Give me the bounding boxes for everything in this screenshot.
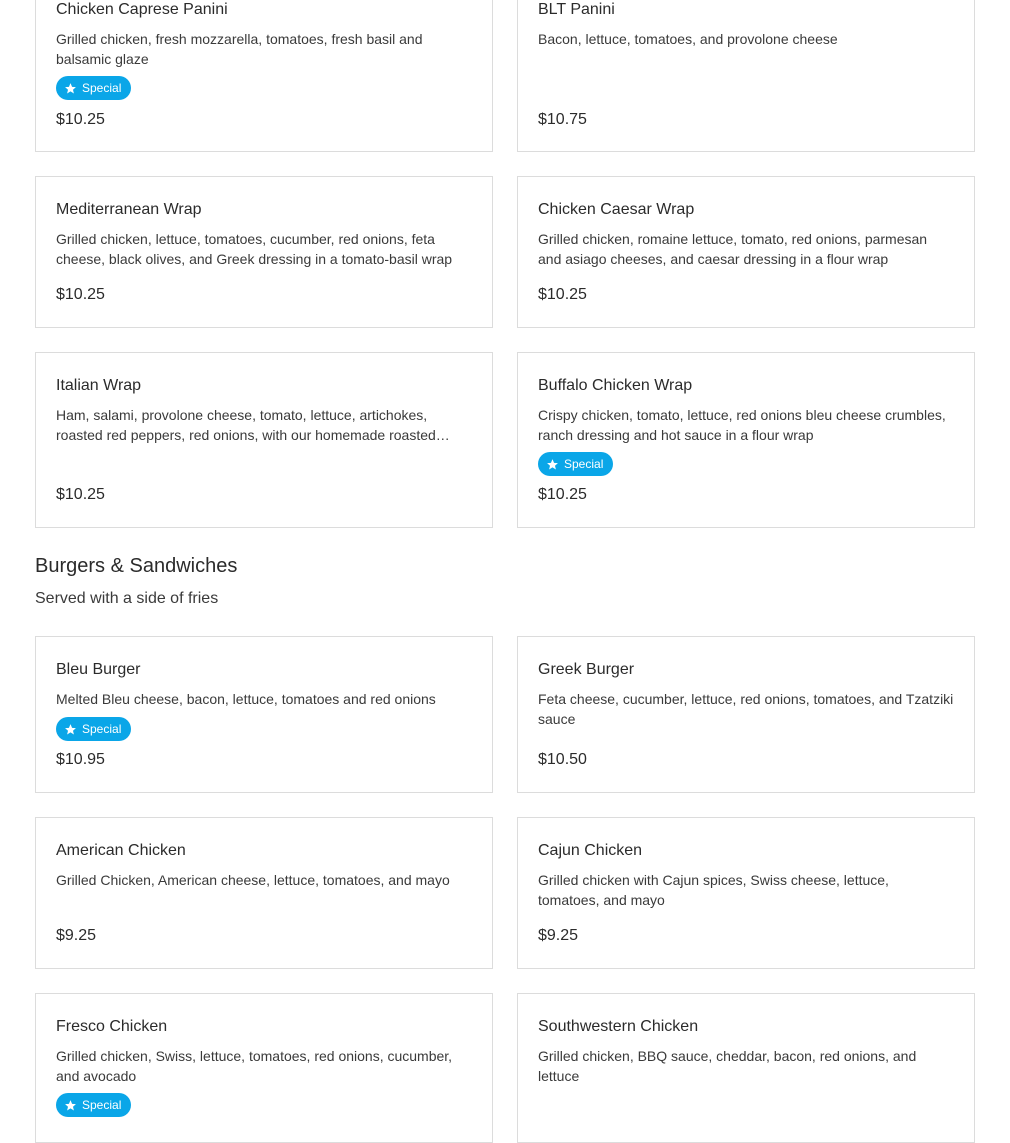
- special-label: Special: [564, 457, 604, 471]
- menu-item-card[interactable]: [517, 636, 975, 793]
- menu-item-card[interactable]: [35, 0, 493, 152]
- item-name: Buffalo Chicken Wrap: [538, 377, 693, 394]
- special-label: Special: [82, 1098, 122, 1112]
- item-name: Chicken Caesar Wrap: [538, 201, 695, 218]
- item-price: $10.95: [56, 751, 105, 768]
- special-badge: [56, 1093, 131, 1117]
- menu-item-card[interactable]: [35, 176, 493, 328]
- item-name: BLT Panini: [538, 1, 615, 18]
- item-description: Crispy chicken, tomato, lettuce, red onions bleu cheese crumbles, ranch dressing and hot sauce in a flour wrap: [538, 407, 946, 443]
- item-description: Grilled chicken with Cajun spices, Swiss cheese, lettuce, tomatoes, and mayo: [538, 872, 889, 908]
- item-name: Cajun Chicken: [538, 842, 643, 859]
- item-description: Grilled chicken, BBQ sauce, cheddar, bacon, red onions, and lettuce: [538, 1048, 917, 1084]
- item-name: Southwestern Chicken: [538, 1018, 699, 1035]
- section-title: Burgers & Sandwiches: [35, 555, 238, 577]
- menu-item-card[interactable]: [517, 352, 975, 528]
- menu-item-card[interactable]: [517, 817, 975, 969]
- item-description: Bacon, lettuce, tomatoes, and provolone cheese: [538, 31, 838, 47]
- menu-item-card[interactable]: [35, 636, 493, 793]
- item-name: Mediterranean Wrap: [56, 201, 202, 218]
- item-price: $10.25: [56, 486, 105, 503]
- menu-item-card[interactable]: [517, 993, 975, 1143]
- star-icon: [64, 723, 77, 736]
- special-badge: [56, 76, 131, 100]
- item-name: Italian Wrap: [56, 377, 142, 394]
- item-description: Grilled chicken, fresh mozzarella, tomatoes, fresh basil and balsamic glaze: [56, 31, 423, 67]
- star-icon: [546, 458, 559, 471]
- item-price: $9.25: [538, 927, 579, 944]
- item-name: Greek Burger: [538, 661, 635, 678]
- menu-item-card[interactable]: [35, 352, 493, 528]
- item-price: $9.25: [56, 927, 97, 944]
- item-price: $10.25: [538, 286, 587, 303]
- special-badge: [538, 452, 613, 476]
- item-name: Bleu Burger: [56, 661, 141, 678]
- item-price: $10.75: [538, 111, 587, 128]
- item-description: Feta cheese, cucumber, lettuce, red onions, tomatoes, and Tzatziki sauce: [538, 691, 954, 727]
- item-description: Grilled Chicken, American cheese, lettuce, tomatoes, and mayo: [56, 872, 450, 888]
- item-name: American Chicken: [56, 842, 186, 859]
- menu-item-card[interactable]: [35, 817, 493, 969]
- item-price: $10.25: [56, 286, 105, 303]
- star-icon: [64, 82, 77, 95]
- item-description: Grilled chicken, Swiss, lettuce, tomatoes, red onions, cucumber, and avocado: [56, 1048, 453, 1084]
- item-name: Fresco Chicken: [56, 1018, 168, 1035]
- menu-item-card[interactable]: [517, 0, 975, 152]
- special-label: Special: [82, 81, 122, 95]
- special-badge: [56, 717, 131, 741]
- star-icon: [64, 1099, 77, 1112]
- item-name: Chicken Caprese Panini: [56, 1, 228, 18]
- section-subtitle: Served with a side of fries: [35, 590, 219, 607]
- item-price: $10.25: [538, 486, 587, 503]
- item-price: $10.50: [538, 751, 587, 768]
- item-description: Grilled chicken, lettuce, tomatoes, cucumber, red onions, feta cheese, black olives, and Greek dressing in a tomato-basil wrap: [56, 231, 453, 267]
- item-description: Ham, salami, provolone cheese, tomato, lettuce, artichokes, roasted red peppers, red onions, with our homemade roasted…: [56, 407, 450, 443]
- special-label: Special: [82, 722, 122, 736]
- menu-item-card[interactable]: [517, 176, 975, 328]
- item-price: $10.25: [56, 111, 105, 128]
- item-description: Melted Bleu cheese, bacon, lettuce, tomatoes and red onions: [56, 691, 436, 707]
- item-description: Grilled chicken, romaine lettuce, tomato, red onions, parmesan and asiago cheeses, and caesar dressing in a flour wrap: [538, 231, 928, 267]
- menu-item-card[interactable]: [35, 993, 493, 1143]
